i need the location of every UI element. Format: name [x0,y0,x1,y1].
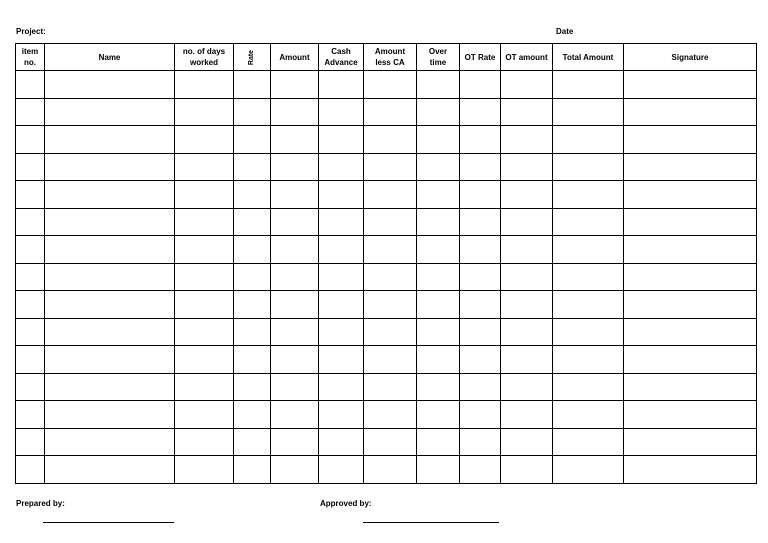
table-cell[interactable] [319,71,364,99]
table-cell[interactable] [417,98,460,126]
table-cell[interactable] [553,263,624,291]
table-cell[interactable] [271,263,319,291]
table-cell[interactable] [460,263,501,291]
table-cell[interactable] [175,98,234,126]
table-cell[interactable] [319,208,364,236]
column-header-signature: Signature [624,44,757,71]
table-cell[interactable] [417,318,460,346]
table-cell[interactable] [16,236,45,264]
table-cell[interactable] [553,98,624,126]
table-cell[interactable] [553,236,624,264]
table-cell[interactable] [364,373,417,401]
table-cell[interactable] [271,291,319,319]
table-cell[interactable] [624,181,757,209]
column-header-ot-rate: OT Rate [460,44,501,71]
table-cell[interactable] [553,181,624,209]
table-cell[interactable] [234,456,271,484]
table-cell[interactable] [234,153,271,181]
table-cell[interactable] [364,263,417,291]
date-label: Date [556,27,574,36]
table-cell[interactable] [45,318,175,346]
approved-by-signature-line [363,522,499,523]
column-header-item-no: item no. [16,44,45,71]
table-cell[interactable] [501,373,553,401]
table-cell[interactable] [16,263,45,291]
table-cell[interactable] [460,428,501,456]
table-cell[interactable] [553,401,624,429]
table-cell[interactable] [234,318,271,346]
payroll-table [15,43,757,484]
table-cell[interactable] [16,71,45,99]
table-cell[interactable] [271,373,319,401]
table-cell[interactable] [460,291,501,319]
table-cell[interactable] [175,126,234,154]
table-cell[interactable] [271,208,319,236]
table-cell[interactable] [45,373,175,401]
table-cell[interactable] [175,181,234,209]
table-cell[interactable] [234,71,271,99]
table-cell[interactable] [271,181,319,209]
table-cell[interactable] [45,401,175,429]
table-cell[interactable] [271,71,319,99]
table-cell[interactable] [417,236,460,264]
table-cell[interactable] [234,401,271,429]
table-cell[interactable] [319,153,364,181]
table-cell[interactable] [417,401,460,429]
table-row [16,318,757,346]
table-cell[interactable] [417,71,460,99]
table-cell[interactable] [417,373,460,401]
table-cell[interactable] [553,153,624,181]
table-cell[interactable] [417,291,460,319]
table-cell[interactable] [319,236,364,264]
column-header-name: Name [45,44,175,71]
table-cell[interactable] [501,181,553,209]
table-row [16,373,757,401]
table-cell[interactable] [16,98,45,126]
table-cell[interactable] [624,401,757,429]
table-cell[interactable] [45,291,175,319]
table-cell[interactable] [271,346,319,374]
table-cell[interactable] [460,346,501,374]
table-cell[interactable] [319,126,364,154]
table-cell[interactable] [624,346,757,374]
table-cell[interactable] [175,346,234,374]
table-row [16,456,757,484]
table-cell[interactable] [624,153,757,181]
table-cell[interactable] [234,98,271,126]
table-cell[interactable] [417,263,460,291]
table-cell[interactable] [553,208,624,236]
table-cell[interactable] [460,71,501,99]
table-body [16,71,757,484]
table-cell[interactable] [175,401,234,429]
table-cell[interactable] [271,428,319,456]
table-cell[interactable] [319,318,364,346]
table-cell[interactable] [460,181,501,209]
column-header-total-amount: Total Amount [553,44,624,71]
table-cell[interactable] [175,456,234,484]
table-cell[interactable] [175,373,234,401]
prepared-by-signature-line [43,522,174,523]
table-row [16,263,757,291]
table-cell[interactable] [16,346,45,374]
table-row [16,153,757,181]
table-cell[interactable] [364,236,417,264]
column-header-days-worked: no. of days worked [175,44,234,71]
table-cell[interactable] [16,373,45,401]
table-cell[interactable] [501,153,553,181]
table-cell[interactable] [624,291,757,319]
table-cell[interactable] [16,126,45,154]
table-cell[interactable] [417,346,460,374]
table-cell[interactable] [553,291,624,319]
table-cell[interactable] [501,126,553,154]
table-cell[interactable] [501,346,553,374]
approved-by-label: Approved by: [320,499,372,508]
table-cell[interactable] [45,263,175,291]
table-cell[interactable] [364,98,417,126]
table-cell[interactable] [501,236,553,264]
table-cell[interactable] [45,456,175,484]
table-cell[interactable] [234,346,271,374]
table-cell[interactable] [175,291,234,319]
table-cell[interactable] [501,428,553,456]
table-cell[interactable] [16,428,45,456]
table-cell[interactable] [175,318,234,346]
table-cell[interactable] [501,456,553,484]
table-cell[interactable] [319,401,364,429]
table-cell[interactable] [319,373,364,401]
table-cell[interactable] [501,401,553,429]
table-cell[interactable] [624,263,757,291]
table-cell[interactable] [624,236,757,264]
table-cell[interactable] [364,346,417,374]
table-cell[interactable] [364,318,417,346]
table-cell[interactable] [417,126,460,154]
column-header-rate-text: Rate [248,49,256,66]
table-row [16,401,757,429]
table-cell[interactable] [553,373,624,401]
table-cell[interactable] [364,291,417,319]
table-cell[interactable] [16,318,45,346]
table-cell[interactable] [624,71,757,99]
table-cell[interactable] [364,153,417,181]
table-cell[interactable] [234,291,271,319]
table-cell[interactable] [175,428,234,456]
table-cell[interactable] [364,456,417,484]
table-cell[interactable] [364,126,417,154]
table-row [16,428,757,456]
column-header-amount-less-ca: Amount less CA [364,44,417,71]
table-cell[interactable] [624,456,757,484]
table-cell[interactable] [417,153,460,181]
table-cell[interactable] [364,401,417,429]
table-cell[interactable] [175,208,234,236]
table-cell[interactable] [271,236,319,264]
table-row [16,126,757,154]
table-cell[interactable] [175,153,234,181]
table-cell[interactable] [234,373,271,401]
table-cell[interactable] [417,181,460,209]
table-row [16,291,757,319]
table-cell[interactable] [553,71,624,99]
table-cell[interactable] [271,401,319,429]
table-cell[interactable] [460,208,501,236]
table-cell[interactable] [175,263,234,291]
table-row [16,236,757,264]
table-cell[interactable] [319,428,364,456]
table-cell[interactable] [175,236,234,264]
table-row [16,71,757,99]
table-cell[interactable] [319,456,364,484]
table-cell[interactable] [45,126,175,154]
table-cell[interactable] [460,126,501,154]
table-cell[interactable] [234,126,271,154]
table-cell[interactable] [319,263,364,291]
table-cell[interactable] [16,208,45,236]
table-cell[interactable] [234,428,271,456]
table-cell[interactable] [364,71,417,99]
table-cell[interactable] [45,181,175,209]
table-cell[interactable] [501,318,553,346]
table-cell[interactable] [624,98,757,126]
table-cell[interactable] [271,153,319,181]
table-cell[interactable] [501,291,553,319]
table-cell[interactable] [624,428,757,456]
table-row [16,98,757,126]
table-cell[interactable] [45,153,175,181]
table-cell[interactable] [364,428,417,456]
table-cell[interactable] [16,456,45,484]
column-header-amount: Amount [271,44,319,71]
table-cell[interactable] [271,318,319,346]
column-header-ot-amount: OT amount [501,44,553,71]
table-cell[interactable] [234,263,271,291]
table-cell[interactable] [460,373,501,401]
column-header-cash-advance: Cash Advance [319,44,364,71]
table-cell[interactable] [175,71,234,99]
table-cell[interactable] [460,153,501,181]
table-cell[interactable] [553,346,624,374]
table-cell[interactable] [319,98,364,126]
table-cell[interactable] [417,428,460,456]
table-cell[interactable] [271,98,319,126]
table-row [16,181,757,209]
table-cell[interactable] [16,181,45,209]
table-cell[interactable] [16,153,45,181]
table-row [16,208,757,236]
table-cell[interactable] [271,126,319,154]
table-cell[interactable] [234,208,271,236]
table-cell[interactable] [460,401,501,429]
table-cell[interactable] [234,181,271,209]
table-cell[interactable] [553,428,624,456]
table-cell[interactable] [319,181,364,209]
table-cell[interactable] [624,126,757,154]
table-cell[interactable] [624,318,757,346]
table-cell[interactable] [16,401,45,429]
table-cell[interactable] [45,236,175,264]
table-cell[interactable] [234,236,271,264]
table-cell[interactable] [501,208,553,236]
project-label: Project: [16,27,46,36]
table-cell[interactable] [364,208,417,236]
table-cell[interactable] [501,98,553,126]
table-cell[interactable] [460,318,501,346]
prepared-by-label: Prepared by: [16,499,65,508]
table-cell[interactable] [271,456,319,484]
table-cell[interactable] [45,346,175,374]
table-cell[interactable] [553,126,624,154]
table-cell[interactable] [45,71,175,99]
table-cell[interactable] [45,208,175,236]
table-cell[interactable] [460,236,501,264]
table-cell[interactable] [364,181,417,209]
table-cell[interactable] [624,373,757,401]
column-header-overtime: Over time [417,44,460,71]
table-cell[interactable] [460,456,501,484]
table-cell[interactable] [501,263,553,291]
table-cell[interactable] [460,98,501,126]
table-cell[interactable] [501,71,553,99]
table-cell[interactable] [624,208,757,236]
column-header-rate [234,44,271,71]
table-cell[interactable] [45,98,175,126]
table-cell[interactable] [553,456,624,484]
table-cell[interactable] [417,456,460,484]
table-cell[interactable] [553,318,624,346]
table-cell[interactable] [319,346,364,374]
table-row [16,346,757,374]
table-cell[interactable] [16,291,45,319]
table-cell[interactable] [45,428,175,456]
header-row [16,44,757,71]
table-cell[interactable] [319,291,364,319]
table-cell[interactable] [417,208,460,236]
